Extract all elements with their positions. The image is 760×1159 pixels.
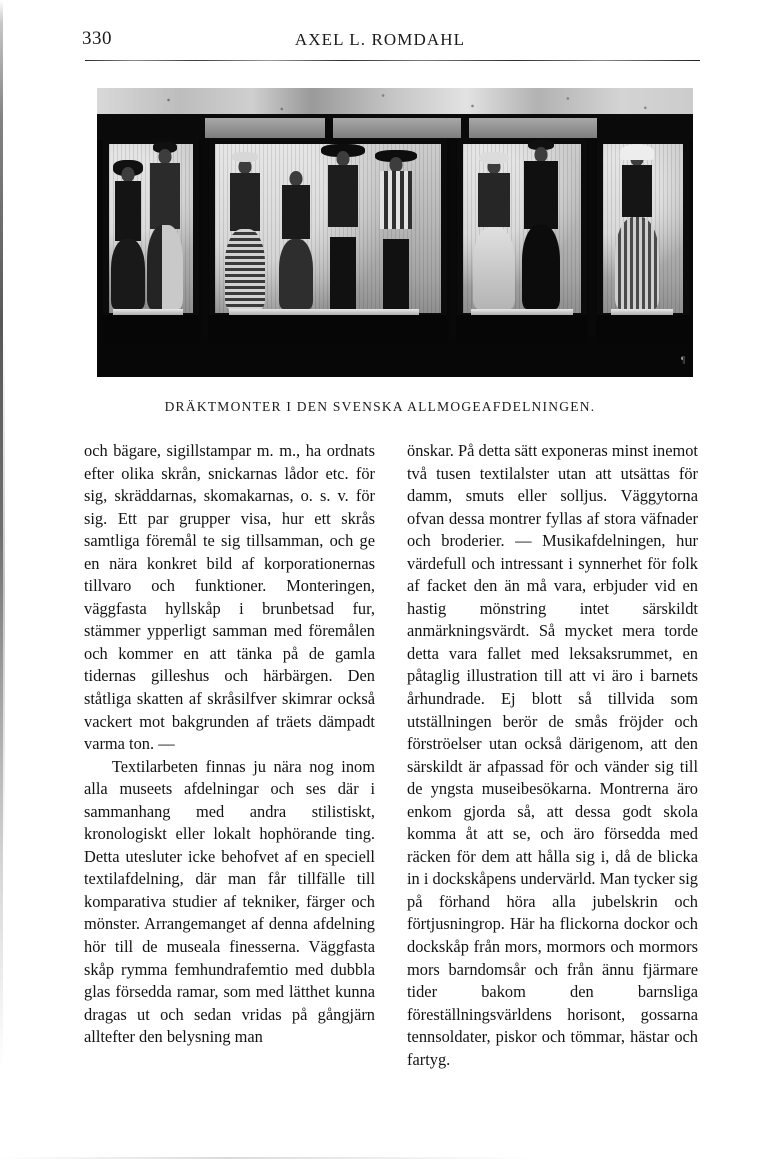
running-title: AXEL L. ROMDAHL bbox=[294, 30, 466, 49]
mannequin-striped-skirt bbox=[615, 217, 659, 309]
case-mullion-3 bbox=[589, 138, 596, 337]
mannequin-head bbox=[290, 171, 303, 186]
text-column-left bbox=[84, 440, 375, 1071]
display-case-1 bbox=[103, 138, 199, 343]
mannequin-head bbox=[535, 147, 548, 162]
mannequin-striped-skirt bbox=[225, 229, 265, 309]
figure-photograph bbox=[97, 88, 693, 377]
paragraph: och bägare, sigillstampar m. m., ha ordnats efter olika skrån, snickarnas lådor etc. för sig, skräddarnas, skomakarnas, o. s. v. för sig. Ett par grupper visa, hur ett skrås samtliga föremål te sig tillsamman, och ge en nära konkret bild af korporationernas tillvaro och funktioner. Monteringen, väggfasta hyllskåp i brunbetsad fur, stämmer ypperligt samman med föremålen och kommer en att tänka på de gamla tidernas gilleshus och härbärgen. Den ståtliga skatten af skråsilfver skimrar också vackert mot bakgrunden af träets dämpadt varma ton. — bbox=[84, 441, 375, 754]
mannequin-2c bbox=[321, 151, 365, 309]
mannequin-head bbox=[159, 149, 172, 164]
mannequin-3a bbox=[473, 159, 515, 309]
headscarf-icon bbox=[232, 152, 258, 162]
transom-window-left bbox=[205, 118, 325, 138]
running-head bbox=[0, 28, 760, 54]
mannequin-checked-shirt bbox=[380, 171, 412, 229]
page-number: 330 bbox=[82, 28, 112, 49]
text-column-right bbox=[407, 440, 698, 1071]
mannequin-torso bbox=[282, 185, 310, 239]
paragraph: Textilarbeten finnas ju nära nog inom alla museets afdelningar och ses där i sammanhang med andra stilistiskt, kronologiskt eller lokalt hophörande ting. Detta utesluter icke behofvet af en speciell textilafdelning, där man får tillfälle till komparativa studier af tekniker, färger och mönster. Arrangemanget af denna afdelning hör till de museala finesserna. Väggfasta skåp rymma femhundrafemtio med dubbla glas försedda ramar, som med lätthet kunna dragas ut och sedan vridas på gångjärn alltefter den belysning man bbox=[84, 756, 375, 1047]
case-mullion-1 bbox=[201, 138, 208, 337]
mannequin-head bbox=[390, 157, 403, 172]
case-plinth-1 bbox=[103, 315, 199, 343]
body-text bbox=[84, 440, 698, 1071]
mannequin-garment bbox=[111, 239, 145, 309]
mannequin-apron bbox=[473, 227, 515, 309]
mannequin-torso bbox=[328, 165, 358, 227]
display-case-3 bbox=[457, 138, 587, 343]
mannequin-1b bbox=[147, 149, 183, 309]
display-case-4 bbox=[597, 138, 689, 343]
mannequin-2b bbox=[279, 171, 313, 309]
mannequin-2d bbox=[375, 157, 417, 309]
plate-signature-mark: ¶ bbox=[680, 355, 685, 365]
paragraph: önskar. På detta sätt exponeras minst inemot två tusen textilalster utan att utsättas för damm, smuts eller solljus. Väggytorna ofvan dessa montrer fyllas af stora väfnader och broderier. — Musikafdelningen, hur värdefull och intressant i synnerhet för folk af facket den än må vara, erbjuder vid en hastig mönstring intet särskildt anmärkningsvärdt. Så mycket mera torde detta vara fallet med leksaksrummet, en påtaglig illustration till att vi äro i barnets århundrade. Ej blott så tillvida som utställningen berör de smås fröjder och förströelser utan också därigenom, att den särskildt är afpassad för och vänder sig till de yngsta museibesökarna. Montrerna äro enkom gjorda så, att dessa godt skola komma åt att se, och äro försedda med räcken för dem att hålla sig i, då de blicka in i dockskåpens undervärld. Man tycker sig på förhand höra alla jubelskrin och förtjusningrop. Här ha flickorna dockor och dockskåp från mors, mormors och mormors mors barndomsår och från ännu fjärmare tider bakom den barnsliga föreställningsvärldens horisont, gossarna tennsoldater, piskor och tömmar, hästar och fartyg. bbox=[407, 441, 698, 1069]
mannequin-head bbox=[337, 151, 350, 166]
case-plinth-4 bbox=[597, 315, 689, 343]
mannequin-garment bbox=[279, 239, 313, 309]
bonnet-icon bbox=[479, 152, 509, 164]
transom-window-mid bbox=[333, 118, 461, 138]
mannequin-torso bbox=[478, 173, 510, 227]
mannequin-legs bbox=[330, 237, 356, 309]
mannequin-long-coat bbox=[522, 225, 560, 309]
white-headdress-icon bbox=[620, 144, 654, 160]
mannequin-4a bbox=[615, 151, 659, 309]
mannequin-torso bbox=[115, 181, 141, 241]
photograph-content bbox=[97, 88, 693, 377]
display-case-2 bbox=[209, 138, 447, 343]
case-mullion-2 bbox=[449, 138, 456, 337]
mannequin-1a bbox=[111, 167, 145, 309]
mannequin-torso bbox=[230, 173, 260, 231]
transom-window-right bbox=[469, 118, 597, 138]
mannequin-legs bbox=[383, 239, 409, 309]
mannequin-head bbox=[122, 167, 135, 182]
mannequin-3b bbox=[521, 147, 561, 309]
mannequin-torso bbox=[622, 165, 652, 217]
mannequin-garment bbox=[147, 225, 183, 309]
header-rule bbox=[85, 60, 700, 61]
case-plinth-2 bbox=[209, 315, 447, 343]
figure-caption: DRÄKTMONTER I DEN SVENSKA ALLMOGEAFDELNINGEN. bbox=[164, 399, 596, 414]
mannequin-torso bbox=[524, 161, 558, 229]
case-plinth-3 bbox=[457, 315, 587, 343]
mannequin-torso bbox=[150, 163, 180, 229]
mannequin-2a bbox=[225, 159, 265, 309]
